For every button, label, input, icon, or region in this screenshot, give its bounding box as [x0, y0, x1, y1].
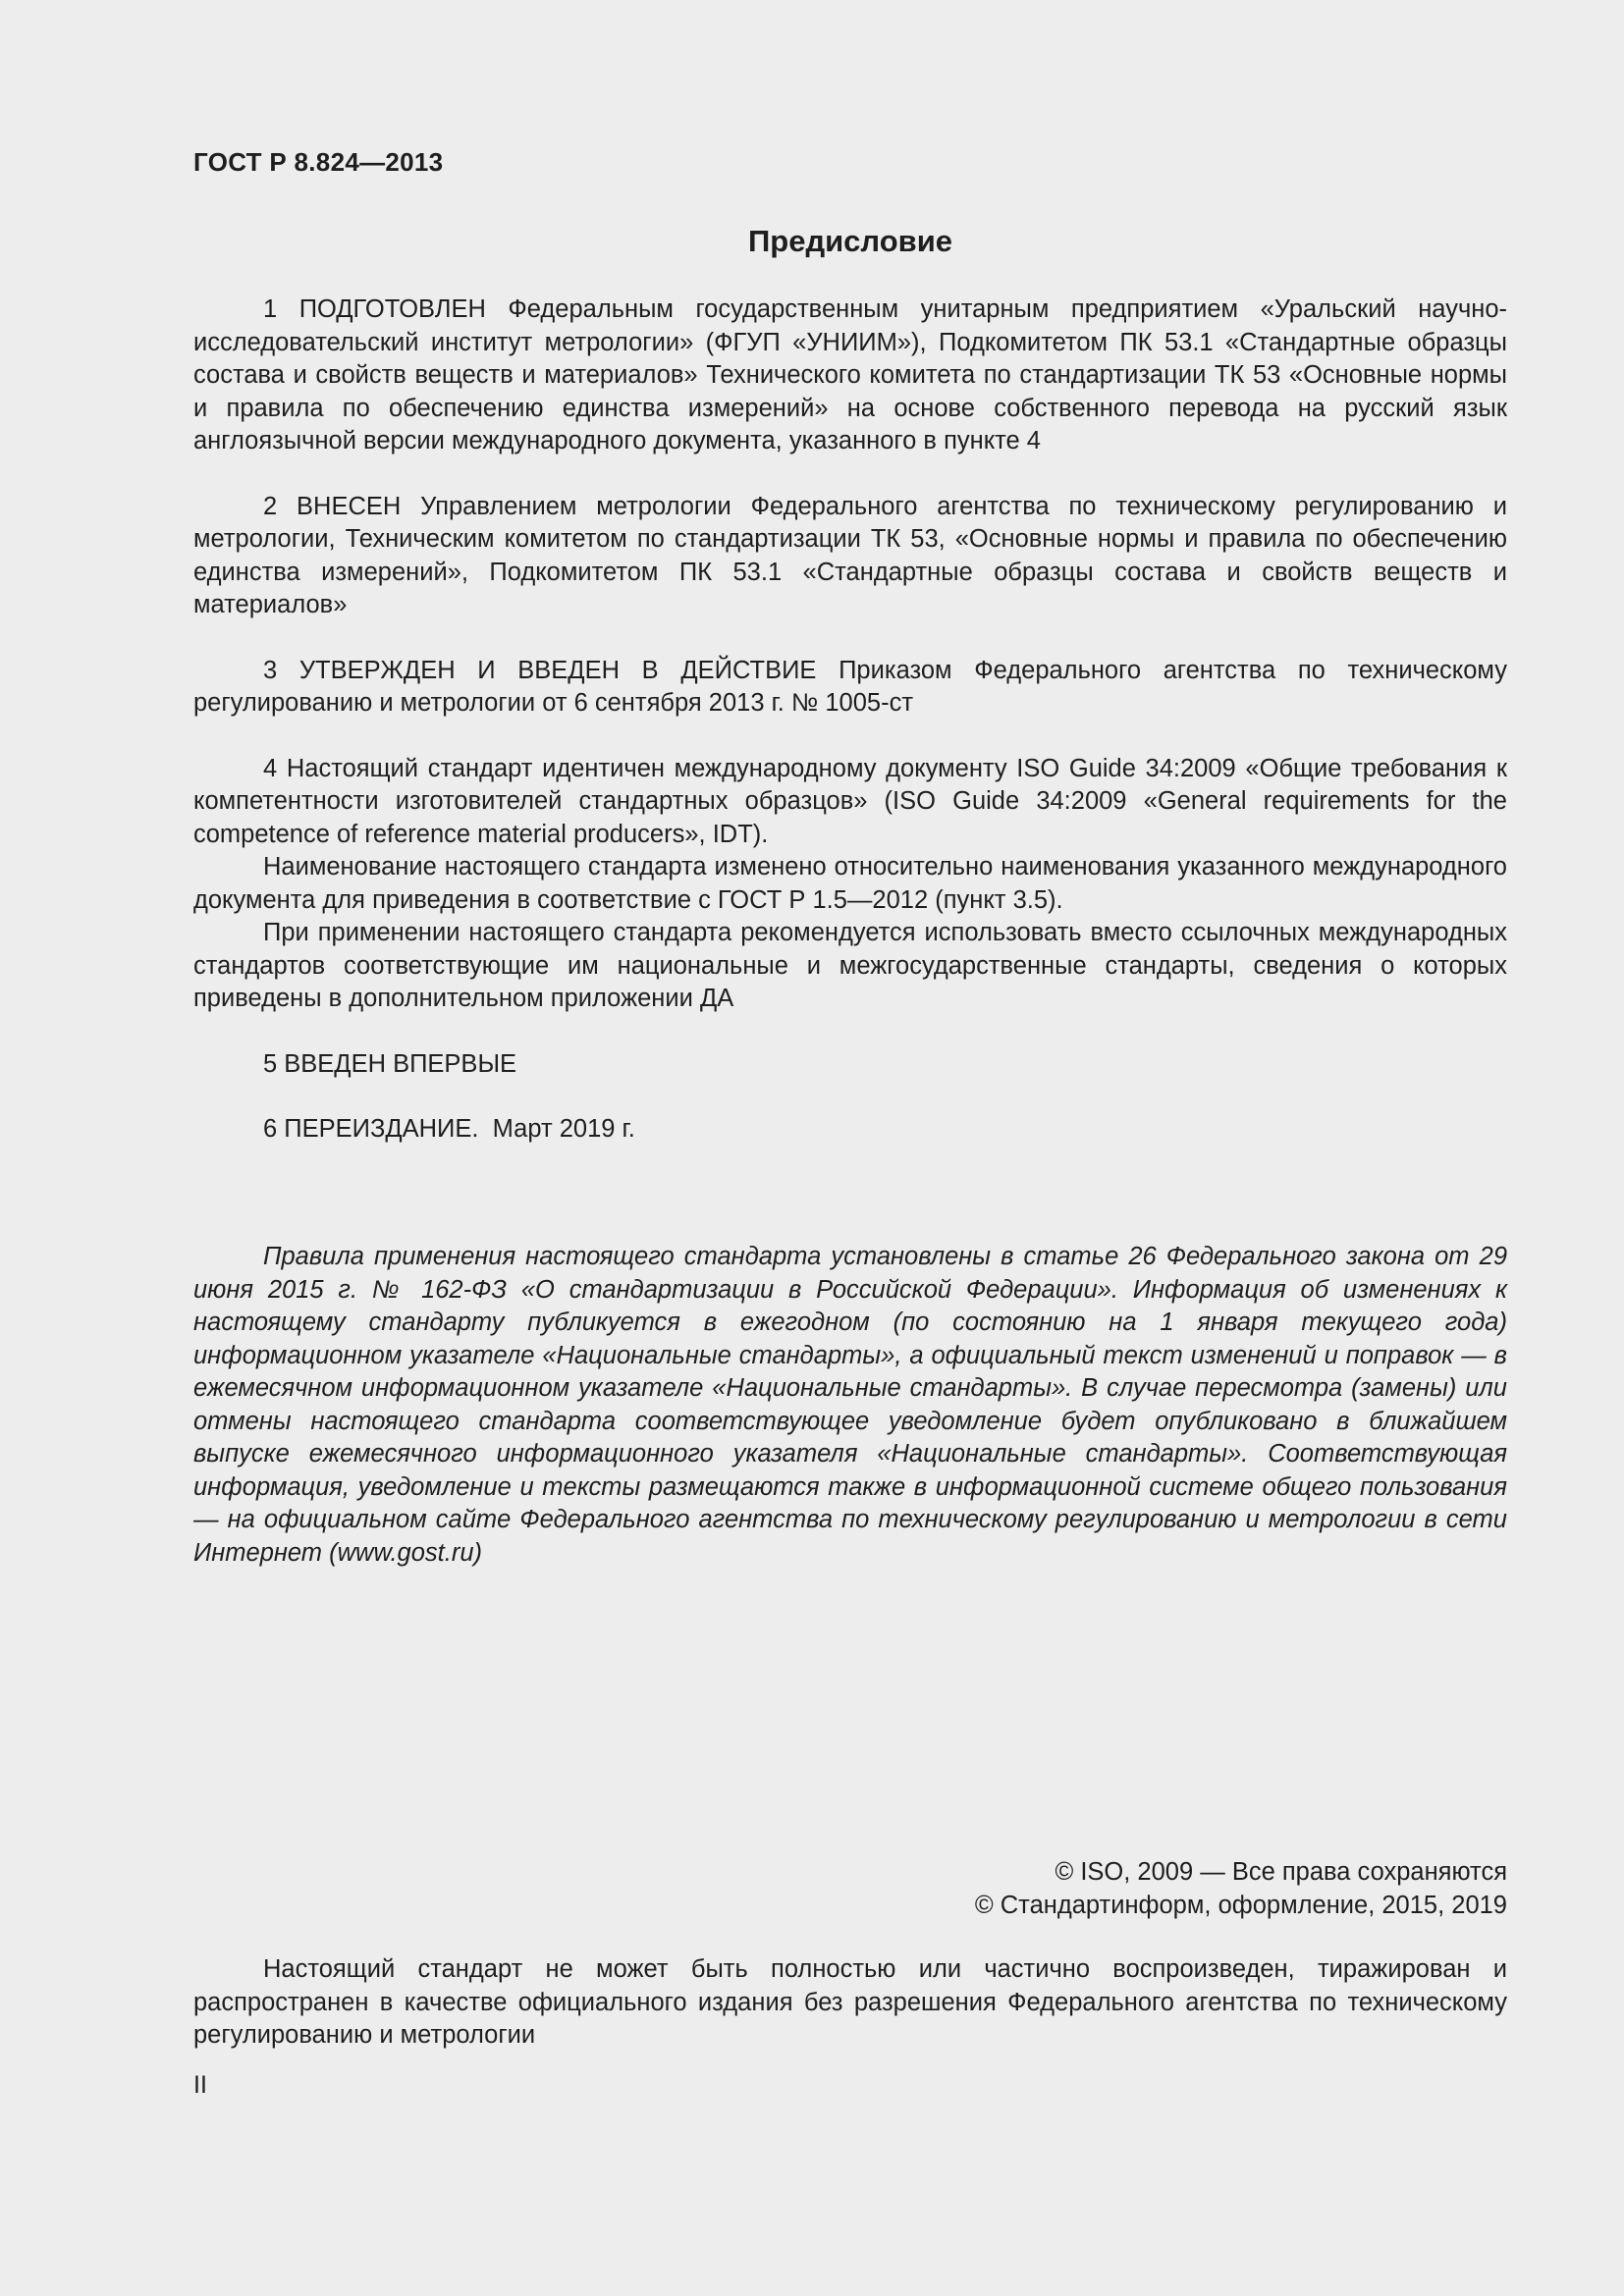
- section-text: ПОДГОТОВЛЕН Федеральным государственным унитарным предприятием «Уральский научно-исследовательский институт метрологии» (ФГУП «УНИИМ»), Подкомитетом ПК 53.1 «Стандартные образцы состава и свойств веществ и материалов» Технического комитета по стандартизации ТК 53 «Основные нормы и правила по обеспечению единства измерений» на основе собственного перевода на русский язык англоязычной версии международного документа, указанного в пункте 4: [193, 295, 1507, 454]
- copyright-standartinform: © Стандартинформ, оформление, 2015, 2019: [974, 1891, 1507, 1919]
- section-text: Настоящий стандарт идентичен международному документу ISO Guide 34:2009 «Общие требования к компетентности изготовителей стандартных образцов» (ISO Guide 34:2009 «General requirements for the competence of reference material producers», IDT).: [193, 754, 1507, 848]
- section-4-note-references: При применении настоящего стандарта рекомендуется использовать вместо ссылочных международных стандартов соответствующие им национальные и межгосударственные стандарты, сведения о которых приведены в дополнительном приложении ДА: [193, 919, 1507, 1012]
- section-4: [193, 753, 1507, 852]
- section-number: 4: [263, 754, 278, 782]
- page-title: Предисловие: [747, 224, 952, 258]
- section-3: [193, 655, 1507, 721]
- section-5: [193, 1048, 1507, 1082]
- document-page: [193, 0, 1507, 2296]
- section-number: 1: [263, 295, 278, 323]
- copyright-block: [193, 1856, 1507, 1922]
- section-6: [193, 1113, 1507, 1147]
- reproduction-notice: Настоящий стандарт не может быть полностью или частично воспроизведен, тиражирован и распространен в качестве официального издания без разрешения Федерального агентства по техническому регулированию и метрологии: [193, 1955, 1507, 2049]
- section-text: ВВЕДЕН ВПЕРВЫЕ: [284, 1049, 517, 1078]
- section-4-note-name: Наименование настоящего стандарта изменено относительно наименования указанного международного документа для приведения в соответствие с ГОСТ Р 1.5—2012 (пункт 3.5).: [193, 853, 1507, 914]
- section-number: 3: [263, 656, 278, 684]
- copyright-iso: © ISO, 2009 — Все права сохраняются: [1055, 1858, 1507, 1886]
- page-number: II: [193, 2071, 207, 2099]
- section-text: УТВЕРЖДЕН И ВВЕДЕН В ДЕЙСТВИЕ Приказом Федерального агентства по техническому регулированию и метрологии от 6 сентября 2013 г. № 1005-ст: [193, 656, 1507, 717]
- section-number: 6: [263, 1115, 278, 1143]
- application-rules-text: Правила применения настоящего стандарта установлены в статье 26 Федерального закона от 29 июня 2015 г. № 162-ФЗ «О стандартизации в Российской Федерации». Информация об изменениях к настоящему стандарту публикуется в ежегодном (по состоянию на 1 января текущего года) информационном указателе «Национальные стандарты», а официальный текст изменений и поправок — в ежемесячном информационном указателе «Национальные стандарты». В случае пересмотра (замены) или отмены настоящего стандарта соответствующее уведомление будет опубликовано в ближайшем выпуске ежемесячного информационного указателя «Национальные стандарты». Соответствующая информация, уведомление и тексты размещаются также в информационной системе общего пользования — на официальном сайте Федерального агентства по техническому регулированию и метрологии в сети Интернет (www.gost.ru): [193, 1243, 1507, 1567]
- section-number: 5: [263, 1049, 278, 1078]
- section-text: ПЕРЕИЗДАНИЕ. Март 2019 г.: [284, 1115, 635, 1143]
- preface-content: [193, 294, 1507, 1147]
- document-code: ГОСТ Р 8.824—2013: [193, 147, 444, 177]
- section-2: [193, 491, 1507, 622]
- section-1: [193, 294, 1507, 458]
- section-number: 2: [263, 492, 278, 520]
- section-text: ВНЕСЕН Управлением метрологии Федерального агентства по техническому регулированию и метрологии, Техническим комитетом по стандартизации ТК 53, «Основные нормы и правила по обеспечению единства измерений», Подкомитетом ПК 53.1 «Стандартные образцы состава и свойств веществ и материалов»: [193, 492, 1507, 618]
